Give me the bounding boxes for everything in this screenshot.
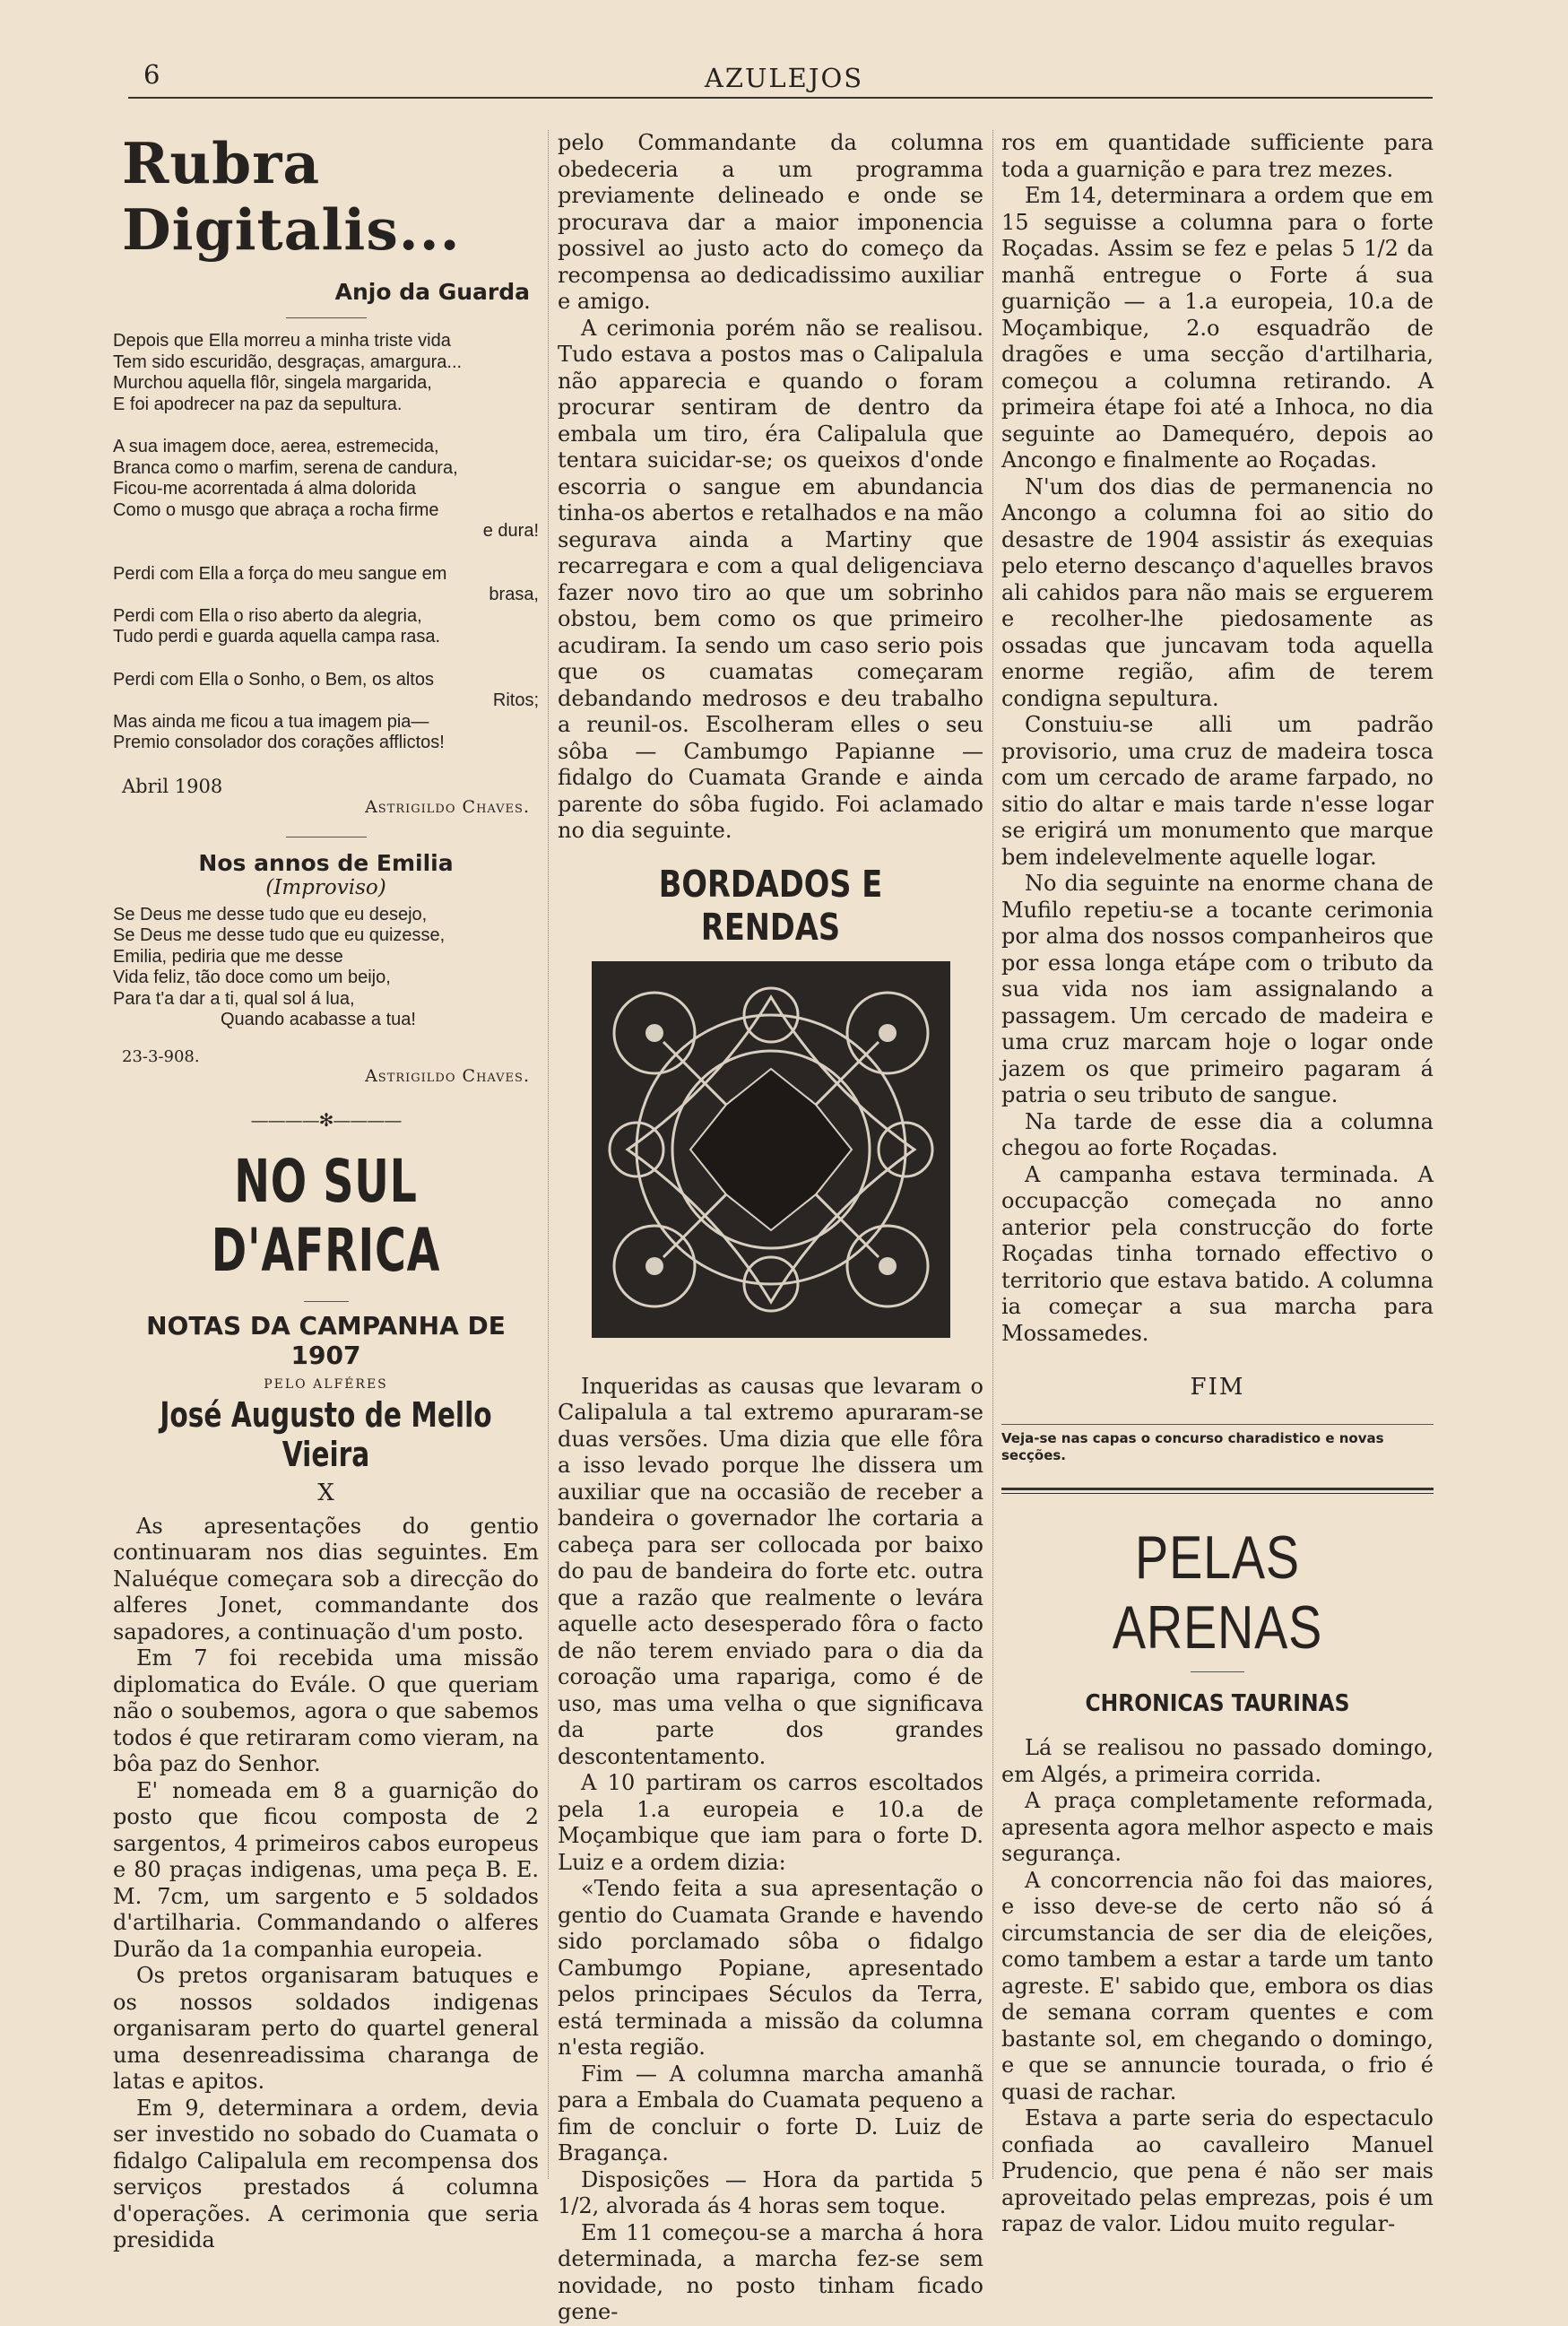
verse-line: Tem sido escuridão, desgraças, amargura...	[113, 352, 463, 372]
running-title: AZULEJOS	[704, 63, 864, 93]
article-end-mark: FIM	[1190, 1374, 1245, 1401]
article-author: José Augusto de Mello Vieira	[160, 1394, 492, 1474]
divider	[286, 837, 367, 838]
paragraph: Os pretos organisaram batuques e os nossos soldados indigenas organisaram perto do quartel general uma desenreadissima charanga de latas e apitos.	[113, 1963, 539, 2094]
paragraph: E' nomeada em 8 a guarnição do posto que ficou composta de 2 sargentos, 4 primeiros cabos europeus e 80 praças indigenas, uma peça B. E. M. 7cm, um sargento e 5 soldados d'artilharia. Commandando o alferes Durão da 1a companhia europeia.	[113, 1777, 539, 1962]
verse-line: Ficou-me acorrentada á alma dolorida	[113, 479, 416, 499]
paragraph: Disposições — Hora da partida 5 1/2, alvorada ás 4 horas sem toque.	[558, 2166, 983, 2218]
stanza	[113, 437, 539, 542]
paragraph: Em 7 foi recebida uma missão diplomatica do Evále. O que queriam não o soubemos, agora o que sabemos todos é que retiraram como vieram, na bôa paz do Senhor.	[113, 1645, 540, 1776]
paragraph: «Tendo feita a sua apresentação o gentio do Cuamata Grande e havendo sido porclamado sôba o fidalgo Cambumgo Popiane, apresentado pelos principaes Séculos da Terra, está terminada a missão da columna n'esta região.	[558, 1876, 983, 2060]
verse-line: brasa,	[489, 585, 539, 604]
section-number: X	[317, 1479, 334, 1506]
paragraph: ros em quantidade sufficiente para toda a guarnição e para trez mezes.	[1001, 130, 1434, 182]
stanza	[113, 331, 539, 415]
verse-line: Se Deus me desse tudo que eu desejo,	[113, 904, 428, 924]
column-1	[113, 130, 539, 2254]
divider	[1001, 1424, 1434, 1425]
verse-line: Tudo perdi e guarda aquella campa rasa.	[113, 627, 441, 647]
paragraph: pelo Commandante da columna obedeceria a um programma previamente delineado e onde se procurava dar a maior imponencia possivel ao justo acto do começo da recompensa ao dedicadissimo auxiliar e amigo.	[558, 130, 983, 314]
stanza	[113, 564, 539, 648]
lace-pattern-image	[592, 961, 950, 1338]
paragraph: A concorrencia não foi das maiores, e isso deve-se de certo não só á circumstancia de ser dia de eleições, como tambem a estar a tarde um tanto agreste. E' sabido que, embora os dias de semana corram quentes e com bastante sol, em chegando o domingo, e que se annuncie tourada, o frio é quasi de rachar.	[1001, 1867, 1434, 2105]
verse-line: E foi apodrecer na paz da sepultura.	[113, 394, 403, 414]
poem-signature: Astrigildo Chaves.	[365, 1065, 530, 1086]
section-headline: PELAS ARENAS	[1112, 1523, 1323, 1662]
verse-line: Perdi com Ella a força do meu sangue em	[113, 563, 447, 584]
paragraph: A cerimonia porém não se realisou. Tudo estava a postos mas o Calipalula não apparecia e quando o foram procurar sentiram de dentro da embala um tiro, éra Calipalula que tentara suicidar-se; os queixos d'onde escorria o sangue em abundancia tinha-os abertos e retalhados e na mão segurava ainda a Martiny que recarregara e com a qual deligenciava fazer novo tiro ao que um sobrinho obstou, bem como os que primeiro acudiram. Ia sendo um caso serio pois que os cuamatas começaram debandando medrosos e deu trabalho a reunil-os. Escolheram elles o seu sôba — Cambumgo Papianne — fidalgo do Cuamata Grande e ainda parente do sôba fugido. Foi aclamado no dia seguinte.	[558, 315, 983, 843]
editorial-note: Veja-se nas capas o concurso charadistico e novas secções.	[1001, 1430, 1384, 1463]
column-divider	[992, 130, 993, 2179]
verse-line: A sua imagem doce, aerea, estremecida,	[113, 437, 439, 456]
paragraph: No dia seguinte na enorme chana de Mufilo repetiu-se a tocante cerimonia por alma dos nossos companheiros que por essa longa etápe com o tributo da sua vida nos iam assignalando a passagem. Um cercado de madeira e uma cruz marcam hoje o logar onde jazem os que primeiro pagaram á patria o seu tributo de sangue.	[1001, 871, 1434, 1107]
paragraph: Em 14, determinara a ordem que em 15 seguisse a columna para o forte Roçadas. Assim se fez e pelas 5 1/2 da manhã entregue o Forte á sua guarnição — a 1.a europeia, 10.a de Moçambique, 2.o esquadrão de dragões e uma secção d'artilharia, começou a columna retirando. A primeira étape foi até a Inhoca, no dia seguinte ao Damequéro, depois ao Ancongo e finalmente ao Roçadas.	[1001, 183, 1434, 473]
paragraph: Inqueridas as causas que levaram o Calipalula a tal extremo apuraram-se duas versões. Uma dizia que elle fôra a isso levado porque lhe dissera um auxiliar que na occasião de receber a bandeira o governador lhe cortaria a cabeça para ser collocada por baixo do pau de bandeira do forte etc. outra que a razão que realmente o levára aquelle acto desesperado fôra o facto de não terem enviado para o dia da coroação uma rapariga, como é de uso, mas uma velha o que significava da parte dos grandes descontentamento.	[558, 1373, 983, 1769]
poem-dedication: Anjo da Guarda	[334, 279, 530, 305]
stanza	[113, 905, 539, 1031]
paragraph: Em 9, determinara a ordem, devia ser investido no sobado do Cuamata o fidalgo Calipalula em recompensa dos serviços prestados á columna d'operações. A cerimonia que seria presidida	[113, 2095, 539, 2252]
poem-signature: Astrigildo Chaves.	[365, 796, 530, 817]
article-subhead: NOTAS DA CAMPANHA DE 1907	[146, 1310, 506, 1370]
section-subhead: CHRONICAS TAURINAS	[1085, 1690, 1350, 1717]
verse-line: Perdi com Ella o Sonho, o Bem, os altos	[113, 669, 434, 690]
paragraph: Na tarde de esse dia a columna chegou ao forte Roçadas.	[1001, 1108, 1434, 1160]
verse-line: Quando acabasse a tua!	[221, 1010, 416, 1029]
verse-line: Para t'a dar a ti, qual sol á lua,	[113, 988, 355, 1009]
paragraph: A praça completamente reformada, apresenta agora melhor aspecto e mais segurança.	[1001, 1788, 1434, 1866]
paragraph: Fim — A columna marcha amanhã para a Embala do Cuamata pequeno a fim de concluir o forte D. Luiz de Bragança.	[558, 2061, 983, 2165]
verse-line: e dura!	[482, 521, 539, 541]
byline-label: PELO ALFÉRES	[264, 1376, 388, 1392]
article-headline: NO SUL D'AFRICA	[211, 1146, 441, 1285]
paragraph: A 10 partiram os carros escoltados pela 1.a europeia e 10.a de Moçambique que iam para o forte D. Luiz e a ordem dizia:	[558, 1770, 983, 1875]
paragraph: Constuiu-se alli um padrão provisorio, uma cruz de madeira tosca com um cercado de arame farpado, no sitio do altar e mais tarde n'esse logar se erigirá um monumento que marque bem indelevelmente aquelle logar.	[1001, 712, 1434, 870]
verse-line: Perdi com Ella o riso aberto da alegria,	[113, 605, 422, 626]
divider	[1191, 1671, 1244, 1672]
section-rule	[1001, 1488, 1434, 1490]
column-2	[558, 130, 983, 2326]
verse-line: Depois que Ella morreu a minha triste vida	[113, 331, 451, 351]
verse-line: Como o musgo que abraça a rocha firme	[113, 499, 439, 520]
poem-subtitle: (Improviso)	[265, 875, 386, 899]
poem-title: Nos annos de Emilia	[198, 849, 454, 876]
paragraph: As apresentações do gentio continuaram nos dias seguintes. Em Naluéque começara sob a direcção do alferes Jonet, commandante dos sapadores, a continuação d'um posto.	[113, 1513, 539, 1645]
divider	[286, 317, 367, 318]
stanza	[113, 670, 539, 754]
poem-date: 23-3-908.	[122, 1046, 200, 1066]
verse-line: Emilia, pediria que me desse	[113, 946, 343, 967]
paragraph: N'um dos dias de permanencia no Ancongo a columna foi ao sitio do desastre de 1904 assistir ás exequias pelo eterno descanço d'aquelles bravos ali cahidos para não mais se erguerem e recolher-lhe piedosamente as ossadas que juncavam toda aquella enorme região, afim de terem condigna sepultura.	[1001, 473, 1434, 711]
column-divider	[548, 130, 549, 2179]
poem-title: Rubra Digitalis...	[122, 130, 461, 263]
paragraph: A campanha estava terminada. A occupacção começada no anno anterior pela construcção do forte Roçadas tinha tornado effectivo o territorio que estava batido. A columna ia começar a sua marcha para Mossamedes.	[1001, 1161, 1434, 1346]
ornament-divider: ————✻————	[250, 1108, 402, 1131]
verse-line: Branca como o marfim, serena de candura,	[113, 457, 458, 478]
verse-line: Premio consolador dos corações afflictos!	[113, 733, 445, 752]
verse-line: Ritos;	[492, 690, 539, 710]
paragraph: Estava a parte seria do espectaculo confiada ao cavalleiro Manuel Prudencio, que pena é não ser mais aproveitado pelas emprezas, pois é um rapaz de valor. Lidou muito regular-	[1001, 2105, 1434, 2236]
page-number: 6	[143, 59, 160, 90]
verse-line: Mas ainda me ficou a tua imagem pia—	[113, 711, 429, 732]
paragraph: Em 11 começou-se a marcha á hora determinada, a marcha fez-se sem novidade, no posto tinham ficado gene-	[558, 2219, 983, 2324]
divider	[304, 1301, 349, 1302]
header-rule	[128, 97, 1433, 99]
column-3	[1001, 130, 1434, 2238]
paragraph: Lá se realisou no passado domingo, em Algés, a primeira corrida.	[1001, 1735, 1434, 1787]
section-heading: BORDADOS E RENDAS	[658, 862, 883, 949]
verse-line: Vida feliz, tão doce como um beijo,	[113, 968, 391, 987]
section-rule	[1001, 1493, 1434, 1494]
poem-date: Abril 1908	[122, 775, 223, 797]
verse-line: Murchou aquella flôr, singela margarida,	[113, 373, 432, 393]
verse-line: Se Deus me desse tudo que eu quizesse,	[113, 925, 446, 945]
